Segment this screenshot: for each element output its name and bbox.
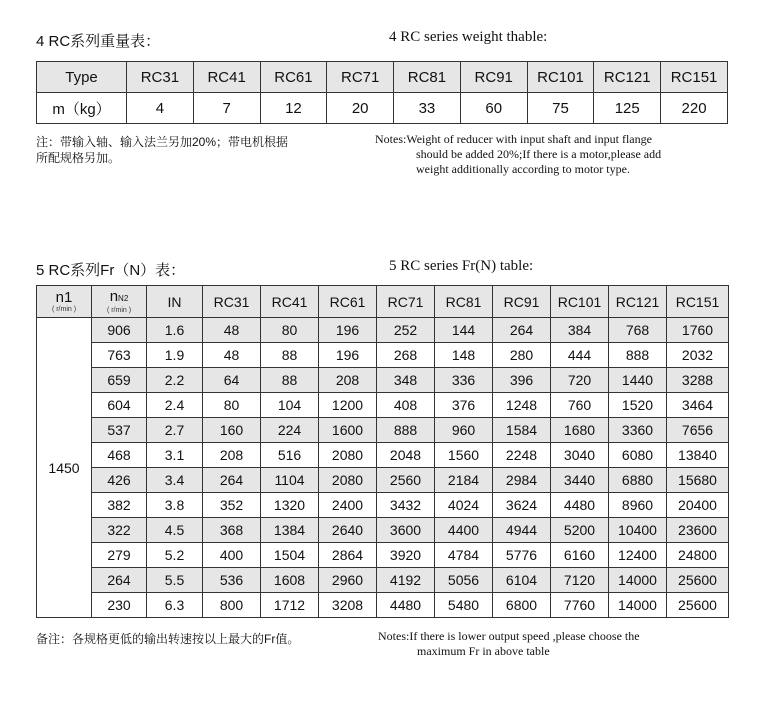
in-value: 1.9 — [147, 343, 203, 368]
n1-header — [37, 286, 92, 318]
fr-value-rc31: 64 — [203, 368, 261, 393]
fr-value-rc61: 2640 — [319, 518, 377, 543]
fr-value-rc41: 224 — [261, 418, 319, 443]
fr-value-rc71: 268 — [377, 343, 435, 368]
fr-value-rc41: 1104 — [261, 468, 319, 493]
fr-model-header-rc101: RC101 — [551, 286, 609, 318]
fr-value-rc71: 252 — [377, 318, 435, 343]
fr-value-rc151: 24800 — [667, 543, 729, 568]
table-row — [37, 593, 729, 618]
fr-table — [36, 285, 729, 618]
fr-value-rc151: 7656 — [667, 418, 729, 443]
fr-value-rc41: 1384 — [261, 518, 319, 543]
n2-value: 659 — [92, 368, 147, 393]
fr-value-rc91: 5776 — [493, 543, 551, 568]
fr-value-rc151: 23600 — [667, 518, 729, 543]
fr-value-rc41: 1320 — [261, 493, 319, 518]
fr-value-rc31: 160 — [203, 418, 261, 443]
fr-value-rc121: 14000 — [609, 568, 667, 593]
in-value: 5.5 — [147, 568, 203, 593]
fr-value-rc91: 6800 — [493, 593, 551, 618]
fr-value-rc151: 2032 — [667, 343, 729, 368]
weight-table — [36, 61, 728, 124]
fr-value-rc91: 1584 — [493, 418, 551, 443]
fr-value-rc91: 264 — [493, 318, 551, 343]
mass-label: m（kg） — [37, 93, 127, 124]
fr-note-en-line1: Notes:If there is lower output speed ,please choose the — [378, 629, 640, 643]
weight-model-rc81: RC81 — [394, 62, 461, 93]
in-value: 2.2 — [147, 368, 203, 393]
fr-value-rc101: 720 — [551, 368, 609, 393]
fr-value-rc151: 25600 — [667, 593, 729, 618]
fr-value-rc101: 6160 — [551, 543, 609, 568]
fr-value-rc71: 3600 — [377, 518, 435, 543]
fr-value-rc71: 2560 — [377, 468, 435, 493]
fr-value-rc71: 2048 — [377, 443, 435, 468]
n2-unit: ( r/min ) — [106, 306, 132, 314]
fr-value-rc101: 3440 — [551, 468, 609, 493]
in-header: IN — [147, 286, 203, 318]
weight-value-rc71: 20 — [327, 93, 394, 124]
weight-note-cn-line1: 注：带输入轴、输入法兰另加20%；带电机根据 — [36, 135, 289, 149]
table-row — [37, 518, 729, 543]
fr-value-rc31: 800 — [203, 593, 261, 618]
n2-value: 426 — [92, 468, 147, 493]
fr-value-rc91: 396 — [493, 368, 551, 393]
fr-value-rc151: 25600 — [667, 568, 729, 593]
fr-value-rc61: 208 — [319, 368, 377, 393]
weight-model-rc31: RC31 — [127, 62, 194, 93]
fr-value-rc61: 1200 — [319, 393, 377, 418]
fr-value-rc121: 12400 — [609, 543, 667, 568]
table-row — [37, 393, 729, 418]
fr-value-rc41: 88 — [261, 368, 319, 393]
fr-value-rc101: 5200 — [551, 518, 609, 543]
fr-value-rc71: 3920 — [377, 543, 435, 568]
weight-table-mass-row — [37, 93, 728, 124]
in-value: 3.4 — [147, 468, 203, 493]
fr-value-rc71: 3432 — [377, 493, 435, 518]
in-value: 6.3 — [147, 593, 203, 618]
fr-value-rc31: 264 — [203, 468, 261, 493]
fr-value-rc101: 7120 — [551, 568, 609, 593]
table-row — [37, 418, 729, 443]
n1-value: 1450 — [37, 318, 92, 618]
n2-value: 264 — [92, 568, 147, 593]
weight-model-rc41: RC41 — [193, 62, 260, 93]
fr-value-rc61: 196 — [319, 343, 377, 368]
fr-value-rc71: 408 — [377, 393, 435, 418]
in-value: 3.1 — [147, 443, 203, 468]
fr-value-rc121: 1520 — [609, 393, 667, 418]
fr-value-rc121: 14000 — [609, 593, 667, 618]
fr-value-rc101: 384 — [551, 318, 609, 343]
fr-value-rc151: 3288 — [667, 368, 729, 393]
fr-table-heading-cn: 5 RC系列Fr（N）表： — [36, 262, 186, 279]
n1-unit: ( r/min ) — [51, 305, 77, 313]
fr-value-rc71: 4192 — [377, 568, 435, 593]
fr-value-rc91: 2248 — [493, 443, 551, 468]
fr-model-header-rc91: RC91 — [493, 286, 551, 318]
fr-table-header-row — [37, 286, 729, 318]
fr-value-rc91: 6104 — [493, 568, 551, 593]
n2-value: 468 — [92, 443, 147, 468]
weight-value-rc61: 12 — [260, 93, 327, 124]
fr-model-header-rc121: RC121 — [609, 286, 667, 318]
fr-value-rc31: 48 — [203, 318, 261, 343]
fr-value-rc61: 196 — [319, 318, 377, 343]
weight-table-heading-cn: 4 RC系列重量表： — [36, 33, 161, 50]
fr-value-rc31: 80 — [203, 393, 261, 418]
fr-value-rc81: 4400 — [435, 518, 493, 543]
fr-value-rc81: 4784 — [435, 543, 493, 568]
fr-value-rc31: 352 — [203, 493, 261, 518]
weight-model-rc121: RC121 — [594, 62, 661, 93]
n2-value: 763 — [92, 343, 147, 368]
fr-model-header-rc81: RC81 — [435, 286, 493, 318]
fr-value-rc121: 10400 — [609, 518, 667, 543]
in-value: 3.8 — [147, 493, 203, 518]
weight-model-rc61: RC61 — [260, 62, 327, 93]
fr-value-rc101: 760 — [551, 393, 609, 418]
fr-value-rc31: 368 — [203, 518, 261, 543]
fr-model-header-rc31: RC31 — [203, 286, 261, 318]
weight-value-rc101: 75 — [527, 93, 594, 124]
weight-value-rc31: 4 — [127, 93, 194, 124]
fr-value-rc41: 1504 — [261, 543, 319, 568]
fr-value-rc151: 20400 — [667, 493, 729, 518]
fr-value-rc61: 2960 — [319, 568, 377, 593]
n2-value: 230 — [92, 593, 147, 618]
table-row — [37, 468, 729, 493]
fr-value-rc81: 2184 — [435, 468, 493, 493]
in-value: 4.5 — [147, 518, 203, 543]
weight-value-rc121: 125 — [594, 93, 661, 124]
fr-value-rc81: 144 — [435, 318, 493, 343]
n2-header — [92, 286, 147, 318]
fr-value-rc151: 15680 — [667, 468, 729, 493]
fr-value-rc101: 7760 — [551, 593, 609, 618]
n2-value: 382 — [92, 493, 147, 518]
fr-value-rc121: 1440 — [609, 368, 667, 393]
fr-value-rc101: 444 — [551, 343, 609, 368]
in-value: 1.6 — [147, 318, 203, 343]
fr-value-rc31: 48 — [203, 343, 261, 368]
weight-value-rc91: 60 — [460, 93, 527, 124]
fr-model-header-rc71: RC71 — [377, 286, 435, 318]
weight-table-heading-en: 4 RC series weight thable: — [389, 29, 548, 45]
fr-value-rc91: 280 — [493, 343, 551, 368]
fr-value-rc31: 208 — [203, 443, 261, 468]
fr-value-rc41: 1608 — [261, 568, 319, 593]
fr-value-rc121: 3360 — [609, 418, 667, 443]
fr-note-en-line2: maximum Fr in above table — [417, 644, 550, 658]
fr-value-rc61: 2080 — [319, 468, 377, 493]
n2-label-wrap — [92, 289, 146, 306]
fr-value-rc31: 536 — [203, 568, 261, 593]
fr-model-header-rc61: RC61 — [319, 286, 377, 318]
fr-value-rc81: 336 — [435, 368, 493, 393]
n2-value: 906 — [92, 318, 147, 343]
fr-value-rc151: 13840 — [667, 443, 729, 468]
fr-value-rc41: 88 — [261, 343, 319, 368]
fr-value-rc41: 1712 — [261, 593, 319, 618]
fr-value-rc81: 4024 — [435, 493, 493, 518]
weight-table-type-row — [37, 62, 728, 93]
fr-value-rc151: 1760 — [667, 318, 729, 343]
fr-value-rc121: 888 — [609, 343, 667, 368]
in-value: 5.2 — [147, 543, 203, 568]
fr-value-rc91: 3624 — [493, 493, 551, 518]
weight-model-rc91: RC91 — [460, 62, 527, 93]
weight-note-cn-line2: 所配规格另加。 — [36, 151, 121, 165]
weight-value-rc41: 7 — [193, 93, 260, 124]
n2-value: 537 — [92, 418, 147, 443]
in-value: 2.7 — [147, 418, 203, 443]
table-row — [37, 493, 729, 518]
fr-value-rc61: 3208 — [319, 593, 377, 618]
weight-note-en-line3: weight additionally according to motor type. — [416, 162, 630, 176]
weight-model-rc101: RC101 — [527, 62, 594, 93]
table-row — [37, 318, 729, 343]
fr-value-rc81: 1560 — [435, 443, 493, 468]
fr-value-rc121: 6880 — [609, 468, 667, 493]
weight-model-rc151: RC151 — [661, 62, 728, 93]
fr-value-rc81: 148 — [435, 343, 493, 368]
fr-value-rc71: 888 — [377, 418, 435, 443]
fr-model-header-rc41: RC41 — [261, 286, 319, 318]
table-row — [37, 368, 729, 393]
in-value: 2.4 — [147, 393, 203, 418]
fr-value-rc81: 5480 — [435, 593, 493, 618]
fr-value-rc121: 6080 — [609, 443, 667, 468]
fr-value-rc101: 3040 — [551, 443, 609, 468]
n2-value: 322 — [92, 518, 147, 543]
n2-subscript: N2 — [118, 293, 129, 303]
fr-value-rc91: 2984 — [493, 468, 551, 493]
fr-value-rc71: 348 — [377, 368, 435, 393]
n2-value: 279 — [92, 543, 147, 568]
n1-label: n1 — [55, 288, 73, 306]
weight-note-en-line2: should be added 20%;If there is a motor,please add — [416, 147, 662, 161]
table-row — [37, 443, 729, 468]
table-row — [37, 343, 729, 368]
fr-value-rc41: 104 — [261, 393, 319, 418]
fr-value-rc121: 768 — [609, 318, 667, 343]
fr-value-rc41: 80 — [261, 318, 319, 343]
table-row — [37, 543, 729, 568]
fr-value-rc81: 376 — [435, 393, 493, 418]
fr-value-rc61: 1600 — [319, 418, 377, 443]
fr-value-rc121: 8960 — [609, 493, 667, 518]
fr-value-rc81: 960 — [435, 418, 493, 443]
n2-value: 604 — [92, 393, 147, 418]
fr-value-rc31: 400 — [203, 543, 261, 568]
fr-table-heading-en: 5 RC series Fr(N) table: — [389, 258, 534, 274]
fr-value-rc61: 2080 — [319, 443, 377, 468]
n2-label: n — [109, 287, 119, 305]
fr-value-rc151: 3464 — [667, 393, 729, 418]
fr-value-rc101: 4480 — [551, 493, 609, 518]
fr-value-rc71: 4480 — [377, 593, 435, 618]
weight-value-rc151: 220 — [661, 93, 728, 124]
fr-value-rc81: 5056 — [435, 568, 493, 593]
weight-model-rc71: RC71 — [327, 62, 394, 93]
type-label: Type — [37, 62, 127, 93]
table-row — [37, 568, 729, 593]
fr-value-rc61: 2864 — [319, 543, 377, 568]
fr-model-header-rc151: RC151 — [667, 286, 729, 318]
fr-note-cn: 备注：各规格更低的输出转速按以上最大的Fr值。 — [36, 632, 300, 646]
weight-note-en-line1: Notes:Weight of reducer with input shaft and input flange — [375, 132, 652, 146]
weight-value-rc81: 33 — [394, 93, 461, 124]
fr-value-rc101: 1680 — [551, 418, 609, 443]
fr-value-rc41: 516 — [261, 443, 319, 468]
fr-value-rc91: 1248 — [493, 393, 551, 418]
fr-value-rc91: 4944 — [493, 518, 551, 543]
fr-value-rc61: 2400 — [319, 493, 377, 518]
